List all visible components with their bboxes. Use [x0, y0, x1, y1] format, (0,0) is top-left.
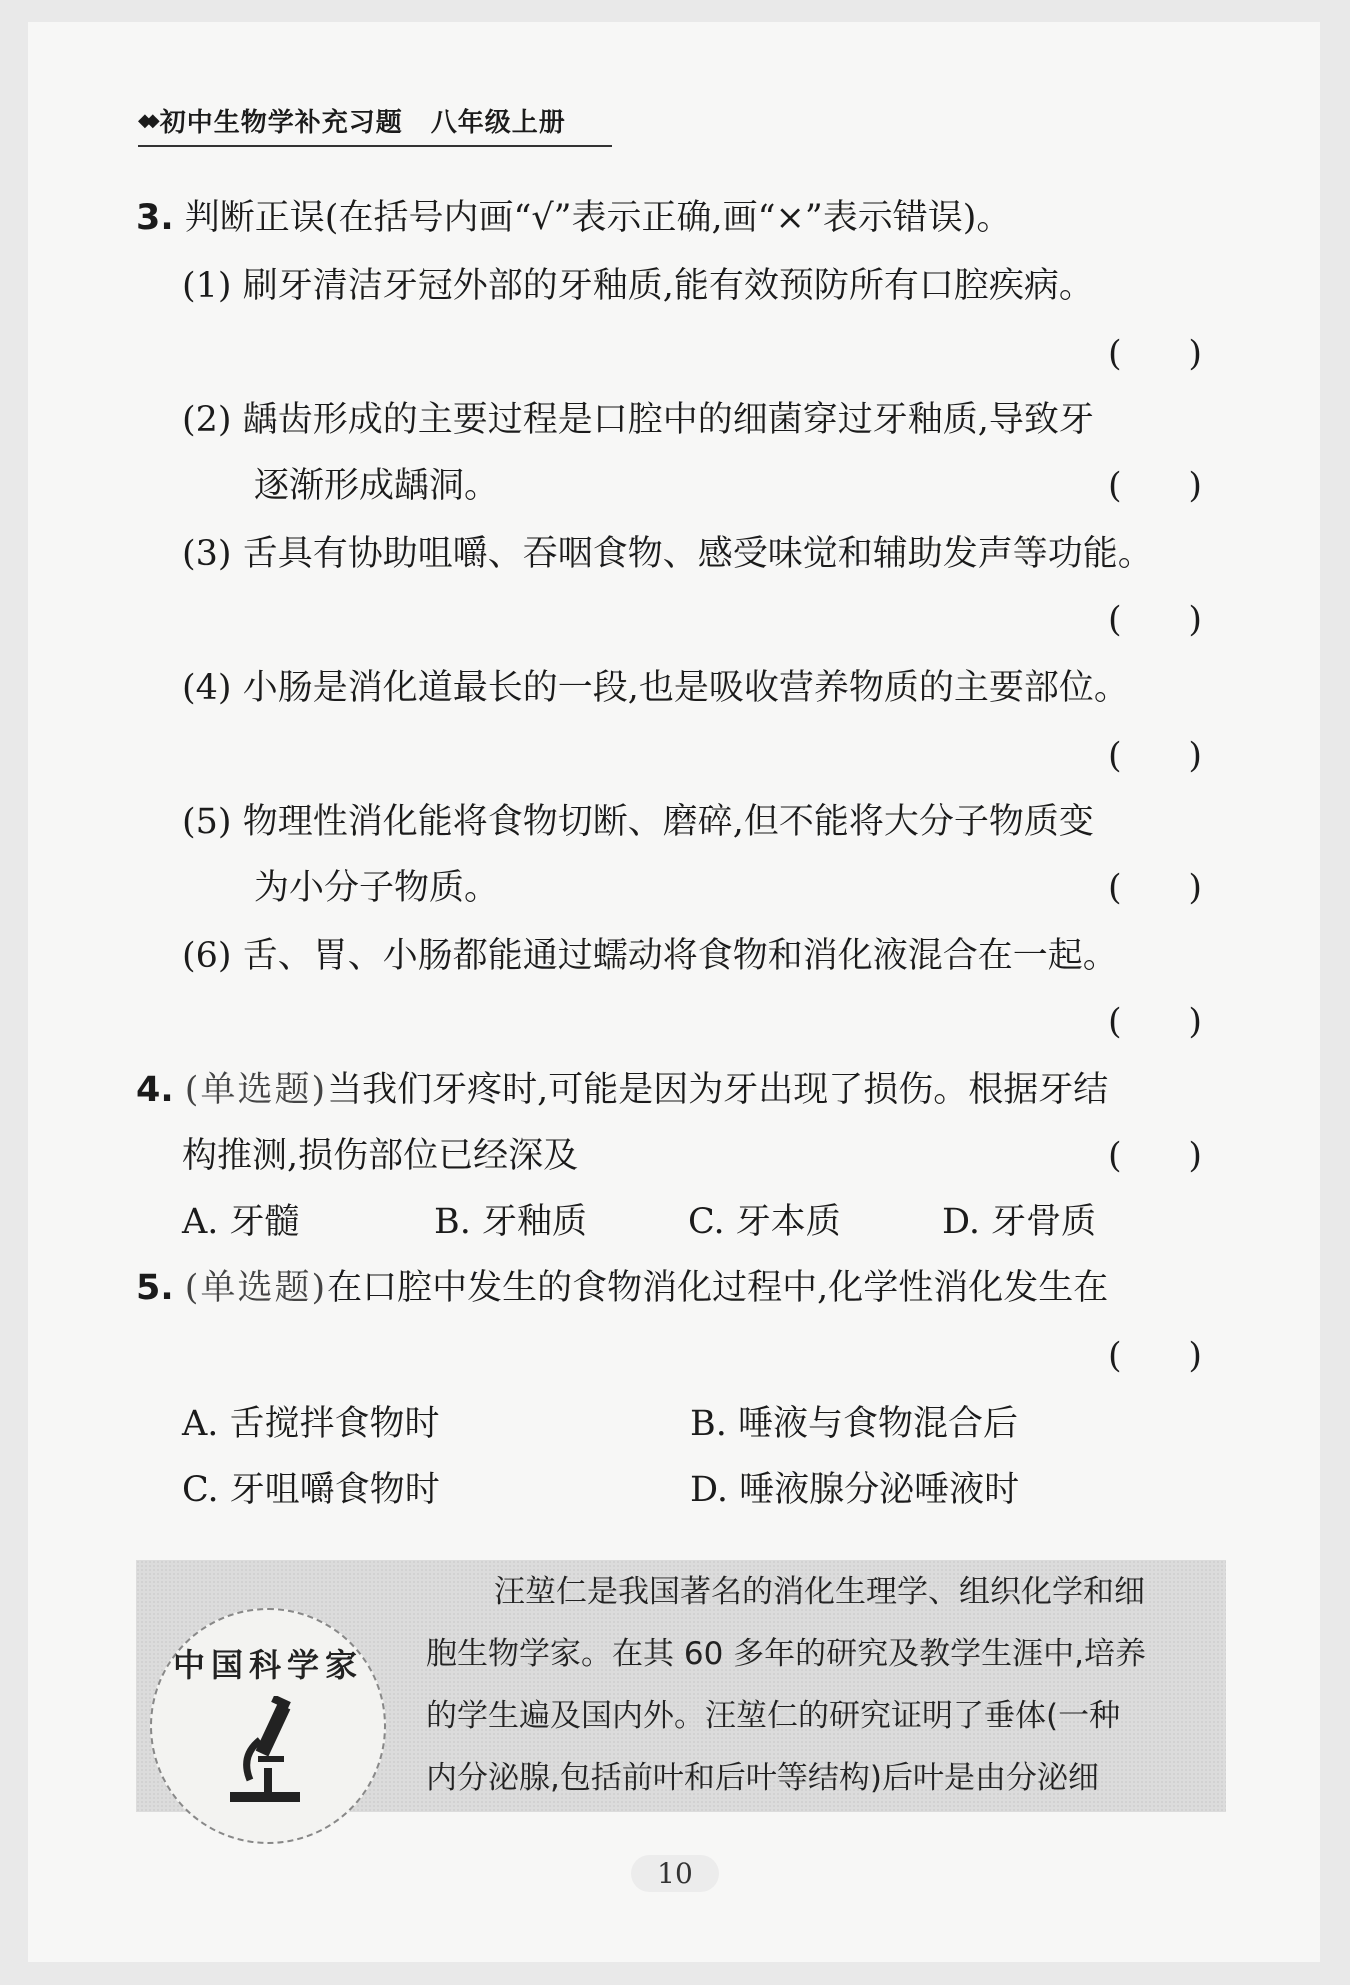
book-title: 初中生物学补充习题: [159, 108, 403, 138]
q4-number: 4.: [136, 1070, 174, 1110]
running-header: [138, 102, 612, 147]
answer-blank-q3-5[interactable]: ( ): [1108, 868, 1203, 908]
q3-item-1: [182, 264, 1094, 308]
item-label: (5): [182, 802, 232, 842]
item-label: (4): [182, 668, 232, 708]
item-text: 舌、胃、小肠都能通过蠕动将食物和消化液混合在一起。: [242, 936, 1118, 976]
page-number: [0, 1855, 1350, 1892]
q4-option-c[interactable]: C. 牙本质: [688, 1202, 841, 1242]
page-number-text: 10: [631, 1855, 719, 1892]
q3-item-4: [182, 666, 1129, 710]
microscope-icon: [220, 1696, 320, 1806]
answer-blank-q4[interactable]: ( ): [1108, 1136, 1203, 1176]
q5-type-tag: (单选题): [184, 1268, 328, 1308]
q3-item-2-cont: 逐渐形成龋洞。: [254, 466, 500, 506]
answer-blank-q3-1[interactable]: ( ): [1108, 334, 1203, 374]
q4-stem-text: 当我们牙疼时,可能是因为牙出现了损伤。根据牙结: [327, 1070, 1109, 1110]
q5-option-b[interactable]: B. 唾液与食物混合后: [690, 1404, 1018, 1444]
q5-option-c[interactable]: C. 牙咀嚼食物时: [182, 1470, 440, 1510]
q3-item-6: [182, 934, 1118, 978]
sidebar-line-3: 的学生遍及国内外。汪堃仁的研究证明了垂体(一种: [426, 1698, 1121, 1734]
q5-option-a[interactable]: A. 舌搅拌食物时: [182, 1404, 440, 1444]
item-label: (2): [182, 400, 232, 440]
q3-number: 3.: [136, 198, 174, 238]
q4-type-tag: (单选题): [184, 1070, 328, 1110]
item-text: 物理性消化能将食物切断、磨碎,但不能将大分子物质变: [242, 802, 1094, 842]
q5-number: 5.: [136, 1268, 174, 1308]
q3-item-2: [182, 398, 1094, 442]
seal-title: 中国科学家: [172, 1646, 363, 1684]
answer-blank-q3-3[interactable]: ( ): [1108, 600, 1203, 640]
q4-stem: [136, 1068, 1108, 1112]
item-label: (3): [182, 534, 232, 574]
q4-option-d[interactable]: D. 牙骨质: [942, 1202, 1097, 1242]
q3-stem: [136, 196, 1011, 240]
answer-blank-q5[interactable]: ( ): [1108, 1336, 1203, 1376]
sidebar-line-1: 汪堃仁是我国著名的消化生理学、组织化学和细: [494, 1574, 1145, 1610]
book-volume: 八年级上册: [430, 108, 566, 138]
q3-item-5-cont: 为小分子物质。: [254, 868, 500, 908]
answer-blank-q3-6[interactable]: ( ): [1108, 1002, 1203, 1042]
item-text: 刷牙清洁牙冠外部的牙釉质,能有效预防所有口腔疾病。: [242, 266, 1094, 306]
q4-option-a[interactable]: A. 牙髓: [182, 1202, 300, 1242]
diamond-bullet-icon: ◆◆: [138, 110, 154, 131]
answer-blank-q3-2[interactable]: ( ): [1108, 466, 1203, 506]
q3-item-3: [182, 532, 1153, 576]
sidebar-line-2: 胞生物学家。在其 60 多年的研究及教学生涯中,培养: [426, 1636, 1147, 1672]
item-label: (6): [182, 936, 232, 976]
q3-item-5: [182, 800, 1094, 844]
answer-blank-q3-4[interactable]: ( ): [1108, 736, 1203, 776]
q4-option-b[interactable]: B. 牙釉质: [434, 1202, 587, 1242]
q5-stem-text: 在口腔中发生的食物消化过程中,化学性消化发生在: [327, 1268, 1109, 1308]
q5-stem: [136, 1266, 1108, 1310]
sidebar-line-4: 内分泌腺,包括前叶和后叶等结构)后叶是由分泌细: [426, 1760, 1099, 1796]
item-text: 舌具有协助咀嚼、吞咽食物、感受味觉和辅助发声等功能。: [242, 534, 1153, 574]
chinese-scientist-seal: [150, 1608, 386, 1844]
item-text: 小肠是消化道最长的一段,也是吸收营养物质的主要部位。: [242, 668, 1129, 708]
q5-option-d[interactable]: D. 唾液腺分泌唾液时: [690, 1470, 1020, 1510]
item-label: (1): [182, 266, 232, 306]
item-text: 龋齿形成的主要过程是口腔中的细菌穿过牙釉质,导致牙: [242, 400, 1094, 440]
q4-stem-cont: 构推测,损伤部位已经深及: [182, 1136, 579, 1176]
q3-stem-text: 判断正误(在括号内画“√”表示正确,画“×”表示错误)。: [184, 198, 1012, 238]
